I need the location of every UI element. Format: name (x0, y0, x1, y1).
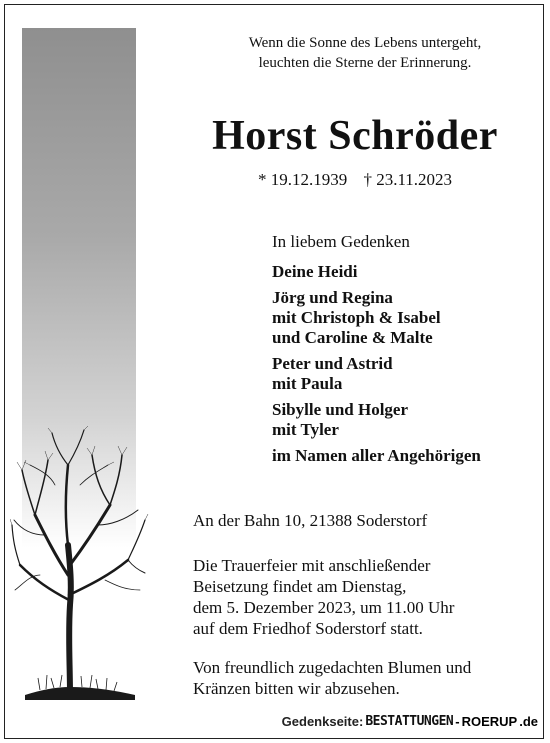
mourner-group (272, 262, 481, 282)
family-address: An der Bahn 10, 21388 Soderstorf (193, 511, 428, 530)
ceremony-details (193, 555, 454, 639)
mourner-line: mit Christoph & Isabel (272, 308, 441, 327)
footer-domain-suffix: .de (519, 713, 538, 729)
mourner-line: Peter und Astrid (272, 354, 393, 373)
remembrance-intro: In liebem Gedenken (272, 232, 410, 251)
birth-date: * 19.12.1939 (257, 170, 348, 189)
flowers-note (193, 657, 471, 699)
mourners-list (272, 262, 481, 472)
mourner-line: Deine Heidi (272, 262, 358, 281)
mourner-line: im Namen aller Angehörigen (272, 446, 481, 465)
memorial-quote (200, 33, 530, 73)
mourner-line: mit Tyler (272, 420, 339, 439)
quote-line: leuchten die Sterne der Erinnerung. (258, 55, 472, 71)
mourner-line: mit Paula (272, 374, 343, 393)
deceased-name: Horst Schröder (212, 113, 498, 159)
mourner-line: Sibylle und Holger (272, 400, 409, 419)
bare-tree-illustration (10, 425, 150, 710)
flowers-line: Kränzen bitten wir abzusehen. (193, 679, 400, 698)
quote-line: Wenn die Sonne des Lebens untergeht, (248, 35, 482, 51)
ceremony-line: auf dem Friedhof Soderstorf statt. (193, 619, 423, 638)
mourner-group (272, 288, 481, 348)
ceremony-line: Die Trauerfeier mit anschließender (193, 556, 431, 575)
ceremony-line: dem 5. Dezember 2023, um 11.00 Uhr (193, 598, 455, 617)
mourner-group (272, 400, 481, 440)
footer-label: Gedenkseite: (281, 713, 364, 729)
death-date: † 23.11.2023 (363, 170, 453, 189)
mourner-line: und Caroline & Malte (272, 328, 433, 347)
memorial-page-link[interactable] (282, 711, 538, 731)
mourner-group (272, 446, 481, 466)
flowers-line: Von freundlich zugedachten Blumen und (193, 658, 472, 677)
life-dates (150, 170, 550, 190)
ceremony-line: Beisetzung findet am Dienstag, (193, 577, 407, 596)
footer-dash: - (455, 713, 460, 729)
footer-brand-part: BESTATTUNGEN (365, 713, 454, 729)
footer-brand-part: ROERUP (461, 713, 518, 729)
mourner-line: Jörg und Regina (272, 288, 393, 307)
mourner-group (272, 354, 481, 394)
